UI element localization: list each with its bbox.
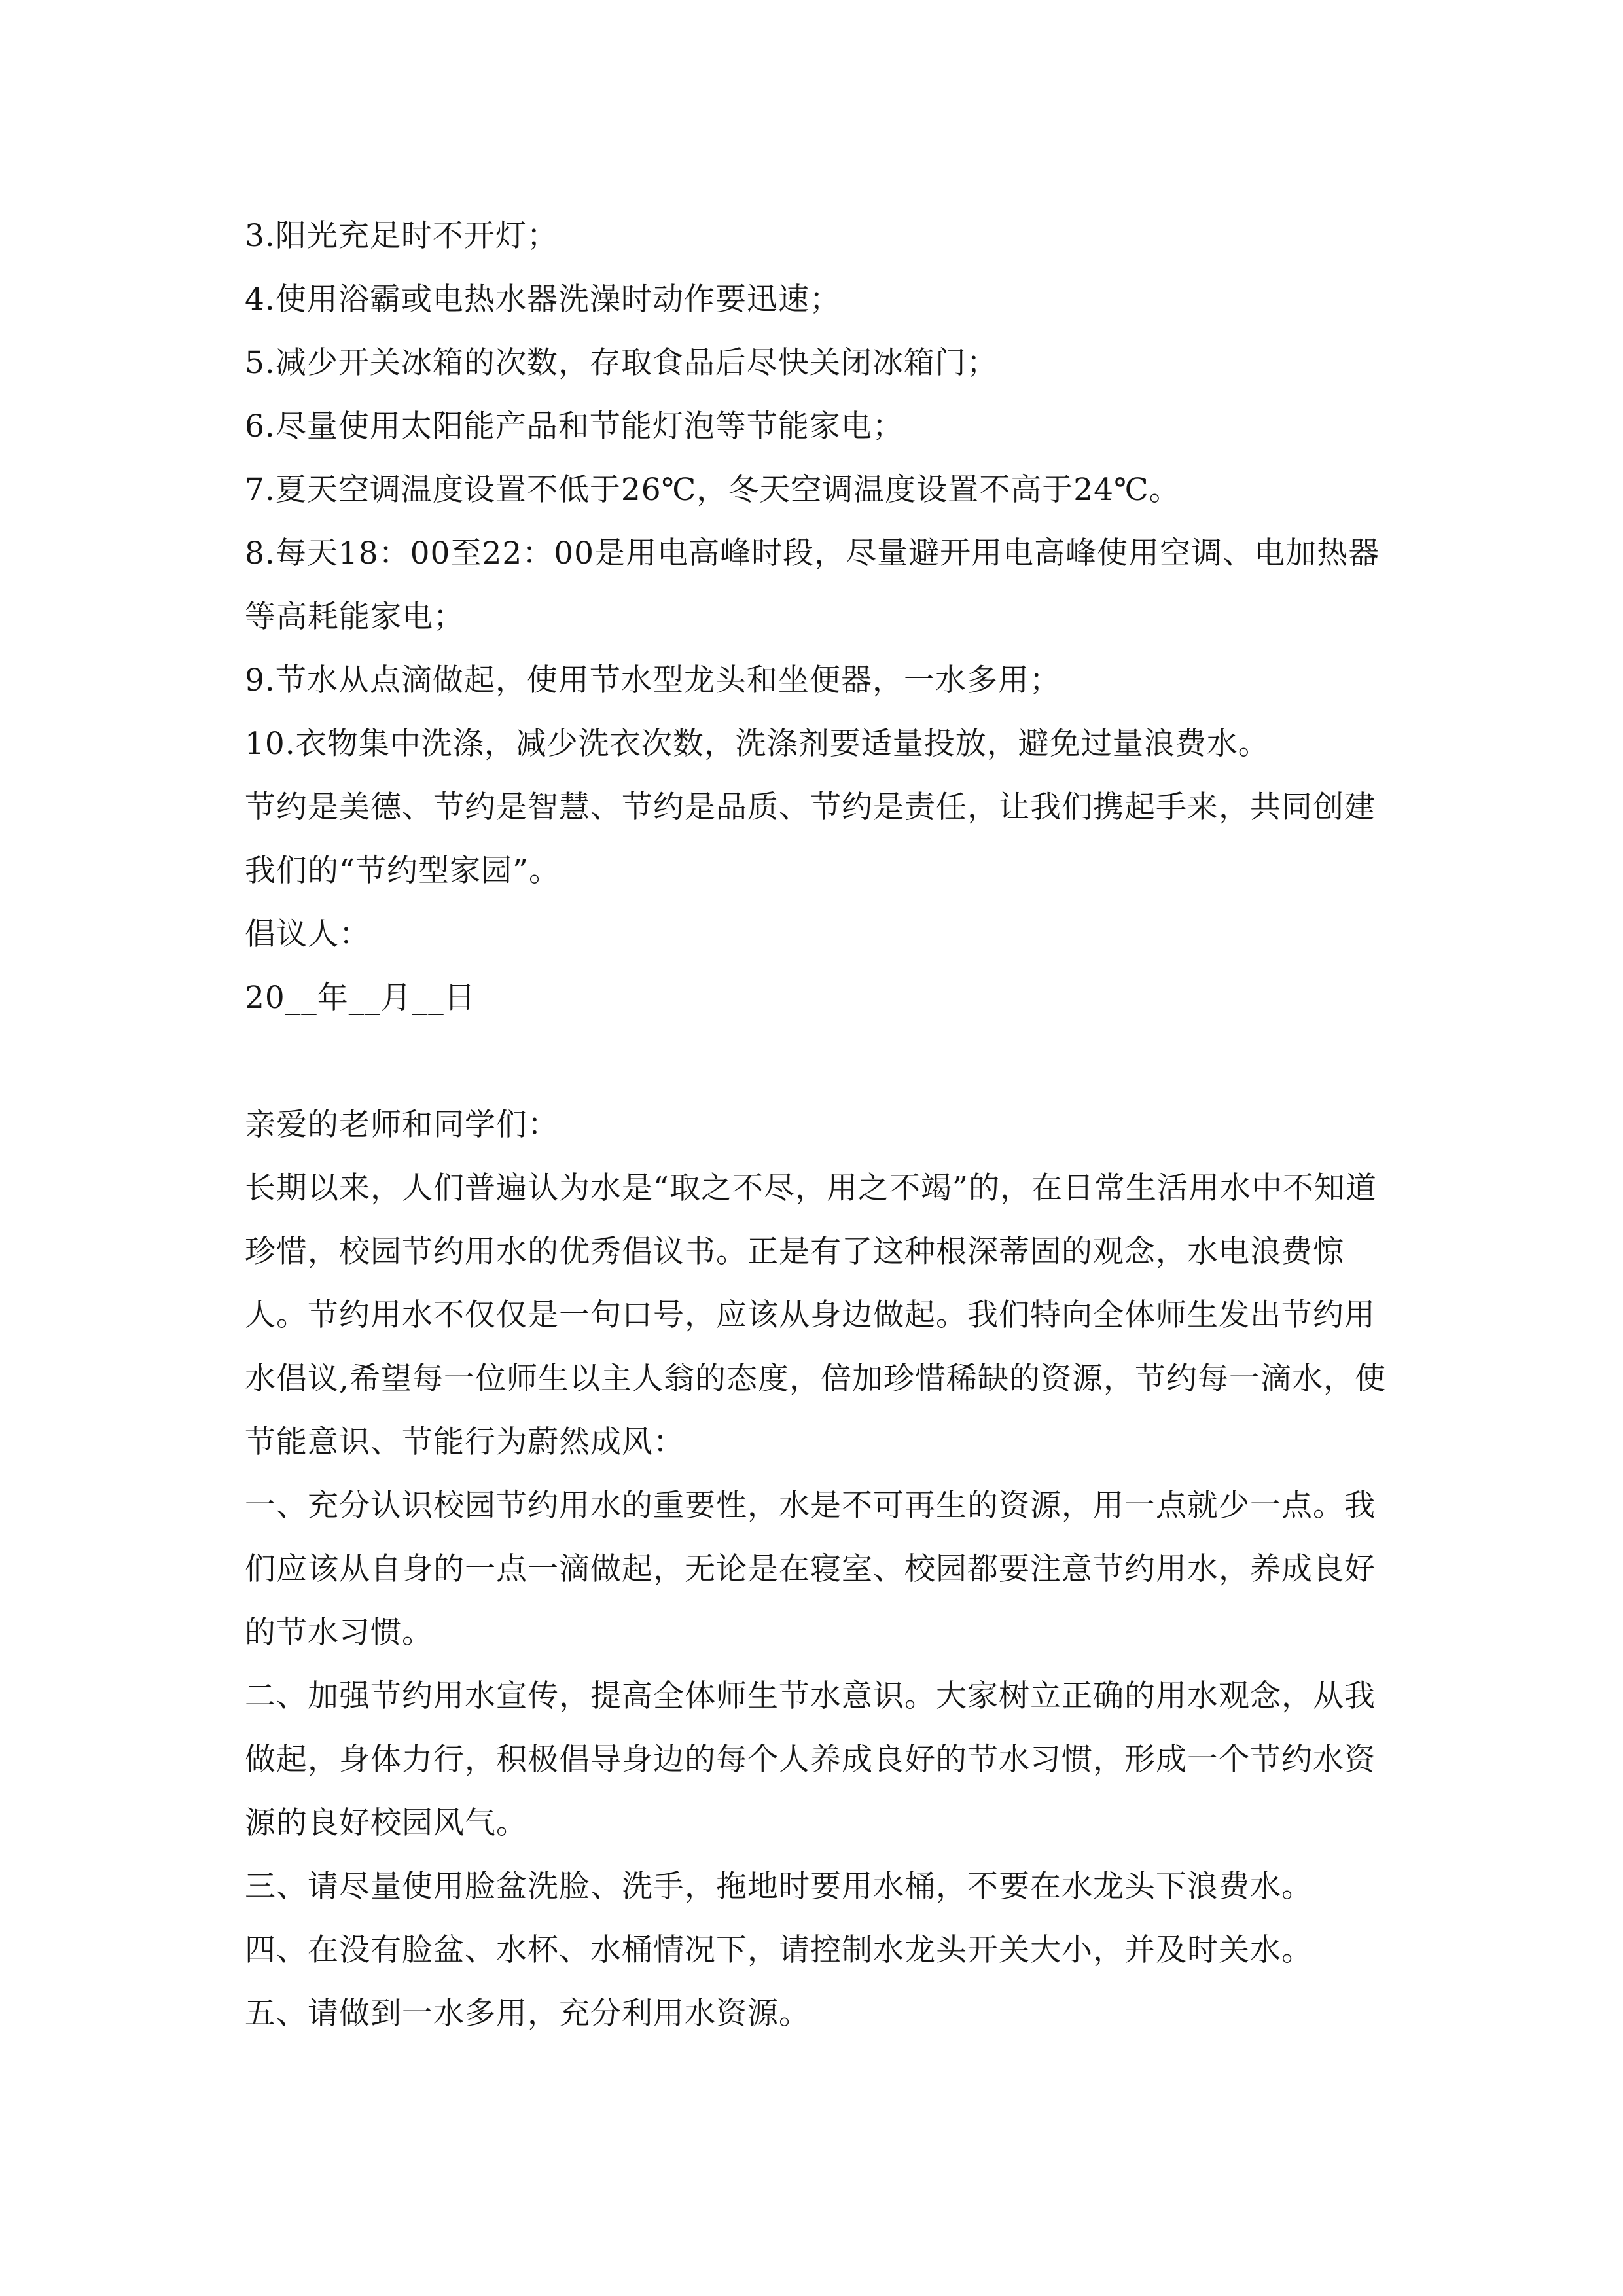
list-item: 8.每天18：00至22：00是用电高峰时段，尽量避开用电高峰使用空调、电加热器等高耗能家电； <box>245 535 1380 635</box>
document-body <box>245 204 1390 2045</box>
list-item: 10.衣物集中洗涤，减少洗衣次数，洗涤剂要适量投放，避免过量浪费水。 <box>245 726 1270 762</box>
list-item: 3.阳光充足时不开灯； <box>245 218 558 254</box>
list-item: 7.夏天空调温度设置不低于26℃，冬天空调温度设置不高于24℃。 <box>245 472 1181 508</box>
proposal-point: 四、在没有脸盆、水杯、水桶情况下，请控制水龙头开关大小，并及时关水。 <box>245 1932 1313 1968</box>
proposal-point: 一、充分认识校园节约用水的重要性，水是不可再生的资源，用一点就少一点。我们应该从自身的一点一滴做起，无论是在寝室、校园都要注意节约用水，养成良好的节水习惯。 <box>245 1488 1376 1651</box>
proposal-point: 五、请做到一水多用，充分利用水资源。 <box>245 1996 810 2032</box>
signer-label: 倡议人： <box>245 916 370 952</box>
list-item: 5.减少开关冰箱的次数，存取食品后尽快关闭冰箱门； <box>245 345 998 381</box>
proposal-point: 二、加强节约用水宣传，提高全体师生节水意识。大家树立正确的用水观念，从我做起，身体力行，积极倡导身边的每个人养成良好的节水习惯，形成一个节约水资源的良好校园风气。 <box>245 1678 1376 1841</box>
list-item: 4.使用浴霸或电热水器洗澡时动作要迅速； <box>245 281 841 317</box>
intro-paragraph: 长期以来，人们普遍认为水是“取之不尽，用之不竭”的，在日常生活用水中不知道珍惜，校园节约用水的优秀倡议书。正是有了这种根深蒂固的观念，水电浪费惊人。节约用水不仅仅是一句口号，应该从身边做起。我们特向全体师生发出节约用水倡议,希望每一位师生以主人翁的态度，倍加珍惜稀缺的资源，节约每一滴水，使节能意识、节能行为蔚然成风： <box>245 1170 1386 1460</box>
date-line: 20__年__月__日 <box>245 980 476 1016</box>
section-gap <box>245 1030 1390 1093</box>
proposal-point: 三、请尽量使用脸盆洗脸、洗手，拖地时要用水桶，不要在水龙头下浪费水。 <box>245 1869 1313 1905</box>
list-item: 6.尽量使用太阳能产品和节能灯泡等节能家电； <box>245 408 904 444</box>
greeting: 亲爱的老师和同学们： <box>245 1107 559 1143</box>
closing-paragraph: 节约是美德、节约是智慧、节约是品质、节约是责任，让我们携起手来，共同创建我们的“节约型家园”。 <box>245 789 1376 889</box>
list-item: 9.节水从点滴做起，使用节水型龙头和坐便器，一水多用； <box>245 662 1061 698</box>
